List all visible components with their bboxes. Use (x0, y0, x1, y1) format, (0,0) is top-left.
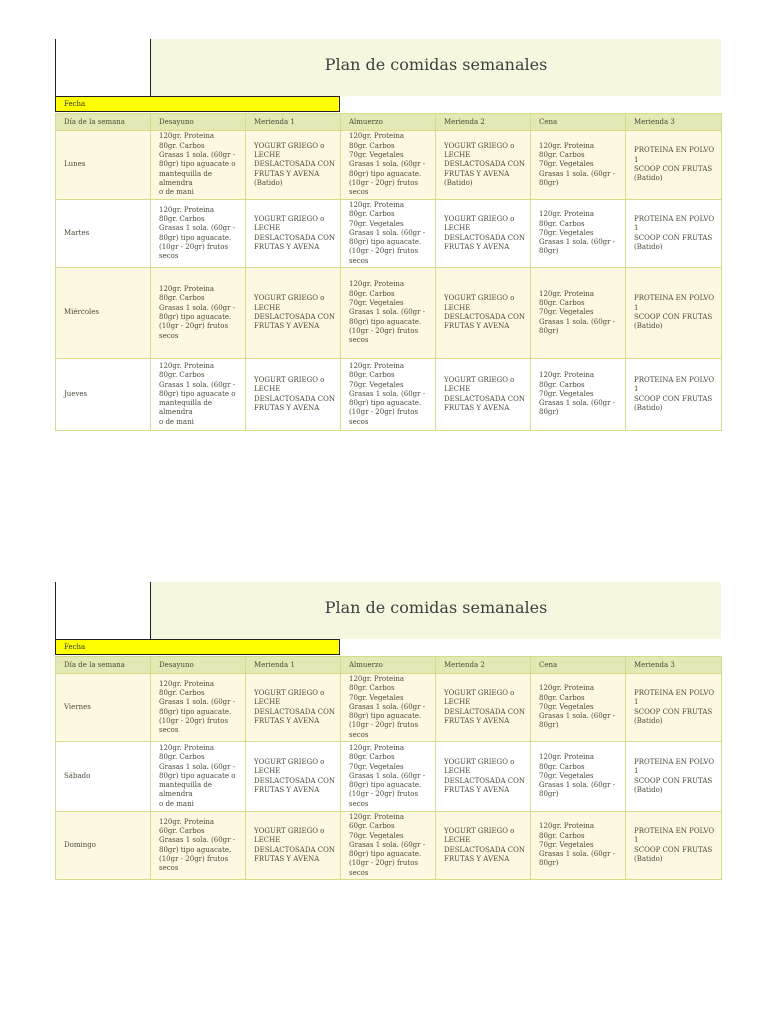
desayuno-cell: 120gr. Proteina 80gr. Carbos Grasas 1 sola. (60gr - 80gr) tipo aguacate. (10gr - 20gr) frutos secos (159, 285, 236, 340)
merienda3-cell: PROTEINA EN POLVO 1 SCOOP CON FRUTAS (Batido) (634, 757, 715, 794)
merienda3-cell: PROTEINA EN POLVO 1 SCOOP CON FRUTAS (Batido) (634, 688, 715, 725)
merienda3-cell: PROTEINA EN POLVO 1 SCOOP CON FRUTAS (Batido) (634, 375, 715, 412)
almuerzo-cell: 120gr. Proteina 80gr. Carbos 70gr. Vegetales Grasas 1 sola. (60gr - 80gr) tipo aguacate. (10gr - 20gr) frutos secos (349, 200, 426, 265)
meal-plan-week-1 (55, 39, 721, 426)
table-row (56, 131, 722, 200)
cena-cell: 120gr. Proteina 80gr. Carbos 70gr. Vegetales Grasas 1 sola. (60gr - 80gr) (539, 684, 616, 730)
merienda1-cell: YOGURT GRIEGO o LECHE DESLACTOSADA CON FRUTAS Y AVENA (254, 826, 335, 863)
column-header-almuerzo: Almuerzo (341, 114, 436, 131)
almuerzo-cell: 120gr. Proteina 80gr. Carbos 70gr. Vegetales Grasas 1 sola. (60gr - 80gr) tipo aguacate. (10gr - 20gr) frutos secos (349, 674, 426, 739)
almuerzo-cell: 120gr. Proteina 80gr. Carbos 70gr. Vegetales Grasas 1 sola. (60gr - 80gr) tipo aguacate. (10gr - 20gr) frutos secos (349, 132, 426, 197)
table-row (56, 200, 722, 268)
cena-cell: 120gr. Proteina 80gr. Carbos 70gr. Vegetales Grasas 1 sola. (60gr - 80gr) (539, 210, 616, 256)
header-row (55, 582, 721, 639)
header-row (55, 39, 721, 96)
merienda3-cell: PROTEINA EN POLVO 1 SCOOP CON FRUTAS (Batido) (634, 294, 715, 331)
merienda3-cell: PROTEINA EN POLVO 1 SCOOP CON FRUTAS (Batido) (634, 214, 715, 251)
column-header-merienda-2: Merienda 2 (436, 657, 531, 674)
merienda2-cell: YOGURT GRIEGO o LECHE DESLACTOSADA CON FRUTAS Y AVENA (444, 688, 525, 725)
column-header-merienda-3: Merienda 3 (626, 114, 722, 131)
table-row (56, 674, 722, 742)
day-cell: Viernes (56, 674, 151, 742)
day-cell: Lunes (56, 131, 151, 200)
table-row (56, 742, 722, 812)
merienda2-cell: YOGURT GRIEGO o LECHE DESLACTOSADA CON FRUTAS Y AVENA (444, 294, 525, 331)
merienda1-cell: YOGURT GRIEGO o LECHE DESLACTOSADA CON FRUTAS Y AVENA (254, 375, 335, 412)
desayuno-cell: 120gr. Proteina 80gr. Carbos Grasas 1 sola. (60gr - 80gr) tipo aguacate o mantequilla de almendra o de mani (159, 743, 236, 808)
page-title: Plan de comidas semanales (324, 598, 548, 617)
merienda3-cell: PROTEINA EN POLVO 1 SCOOP CON FRUTAS (Batido) (634, 146, 715, 183)
cena-cell: 120gr. Proteina 80gr. Carbos 70gr. Vegetales Grasas 1 sola. (60gr - 80gr) (539, 289, 616, 335)
column-header-cena: Cena (531, 657, 626, 674)
table-row (56, 268, 722, 359)
table-header-row (56, 114, 722, 131)
day-cell: Jueves (56, 359, 151, 431)
almuerzo-cell: 120gr. Proteina 60gr. Carbos 70gr. Vegetales Grasas 1 sola. (60gr - 80gr) tipo aguacate. (10gr - 20gr) frutos secos (349, 812, 426, 877)
desayuno-cell: 120gr. Proteina 80gr. Carbos Grasas 1 sola. (60gr - 80gr) tipo aguacate. (10gr - 20gr) frutos secos (159, 205, 236, 261)
cena-cell: 120gr. Proteina 80gr. Carbos 70gr. Vegetales Grasas 1 sola. (60gr - 80gr) (539, 371, 616, 417)
merienda1-cell: YOGURT GRIEGO o LECHE DESLACTOSADA CON FRUTAS Y AVENA (254, 214, 335, 251)
merienda2-cell: YOGURT GRIEGO o LECHE DESLACTOSADA CON FRUTAS Y AVENA (Batido) (444, 141, 525, 187)
fecha-field[interactable]: Fecha (55, 639, 340, 655)
cena-cell: 120gr. Proteina 80gr. Carbos 70gr. Vegetales Grasas 1 sola. (60gr - 80gr) (539, 141, 616, 187)
cena-cell: 120gr. Proteina 80gr. Carbos 70gr. Vegetales Grasas 1 sola. (60gr - 80gr) (539, 753, 616, 799)
merienda1-cell: YOGURT GRIEGO o LECHE DESLACTOSADA CON FRUTAS Y AVENA (Batido) (254, 141, 335, 187)
desayuno-cell: 120gr. Proteina 60gr. Carbos Grasas 1 sola. (60gr - 80gr) tipo aguacate. (10gr - 20gr) frutos secos (159, 817, 236, 873)
desayuno-cell: 120gr. Proteina 80gr. Carbos Grasas 1 sola. (60gr - 80gr) tipo aguacate o mantequilla de almendra o de mani (159, 132, 236, 197)
merienda2-cell: YOGURT GRIEGO o LECHE DESLACTOSADA CON FRUTAS Y AVENA (444, 826, 525, 863)
almuerzo-cell: 120gr. Proteina 80gr. Carbos 70gr. Vegetales Grasas 1 sola. (60gr - 80gr) tipo aguacate. (10gr - 20gr) frutos secos (349, 743, 426, 808)
header-empty-cell (55, 582, 151, 639)
column-header-cena: Cena (531, 114, 626, 131)
column-header-merienda-1: Merienda 1 (246, 657, 341, 674)
desayuno-cell: 120gr. Proteina 80gr. Carbos Grasas 1 sola. (60gr - 80gr) tipo aguacate. (10gr - 20gr) frutos secos (159, 679, 236, 735)
desayuno-cell: 120gr. Proteina 80gr. Carbos Grasas 1 sola. (60gr - 80gr) tipo aguacate o mantequilla de almendra o de mani (159, 361, 236, 426)
merienda1-cell: YOGURT GRIEGO o LECHE DESLACTOSADA CON FRUTAS Y AVENA (254, 688, 335, 725)
cena-cell: 120gr. Proteina 80gr. Carbos 70gr. Vegetales Grasas 1 sola. (60gr - 80gr) (539, 822, 616, 868)
merienda2-cell: YOGURT GRIEGO o LECHE DESLACTOSADA CON FRUTAS Y AVENA (444, 757, 525, 794)
day-cell: Martes (56, 200, 151, 268)
almuerzo-cell: 120gr. Proteina 80gr. Carbos 70gr. Vegetales Grasas 1 sola. (60gr - 80gr) tipo aguacate. (10gr - 20gr) frutos secos (349, 361, 426, 426)
column-header-merienda-3: Merienda 3 (626, 657, 722, 674)
column-header-merienda-1: Merienda 1 (246, 114, 341, 131)
day-cell: Domingo (56, 812, 151, 880)
meal-plan-week-2 (55, 582, 721, 877)
column-header-desayuno: Desayuno (151, 114, 246, 131)
page-title: Plan de comidas semanales (324, 55, 548, 74)
column-header-day: Día de la semana (56, 114, 151, 131)
day-cell: Sábado (56, 742, 151, 812)
merienda3-cell: PROTEINA EN POLVO 1 SCOOP CON FRUTAS (Batido) (634, 826, 715, 863)
fecha-field[interactable]: Fecha (55, 96, 340, 112)
merienda2-cell: YOGURT GRIEGO o LECHE DESLACTOSADA CON FRUTAS Y AVENA (444, 375, 525, 412)
header-empty-cell (55, 39, 151, 96)
column-header-merienda-2: Merienda 2 (436, 114, 531, 131)
table-row (56, 812, 722, 880)
meal-table (55, 113, 722, 431)
table-row (56, 359, 722, 431)
column-header-day: Día de la semana (56, 657, 151, 674)
table-header-row (56, 657, 722, 674)
day-cell: Miércoles (56, 268, 151, 359)
merienda2-cell: YOGURT GRIEGO o LECHE DESLACTOSADA CON FRUTAS Y AVENA (444, 214, 525, 251)
meal-table (55, 656, 722, 880)
column-header-almuerzo: Almuerzo (341, 657, 436, 674)
column-header-desayuno: Desayuno (151, 657, 246, 674)
merienda1-cell: YOGURT GRIEGO o LECHE DESLACTOSADA CON FRUTAS Y AVENA (254, 757, 335, 794)
merienda1-cell: YOGURT GRIEGO o LECHE DESLACTOSADA CON FRUTAS Y AVENA (254, 294, 335, 331)
almuerzo-cell: 120gr. Proteina 80gr. Carbos 70gr. Vegetales Grasas 1 sola. (60gr - 80gr) tipo aguacate. (10gr - 20gr) frutos secos (349, 280, 426, 345)
